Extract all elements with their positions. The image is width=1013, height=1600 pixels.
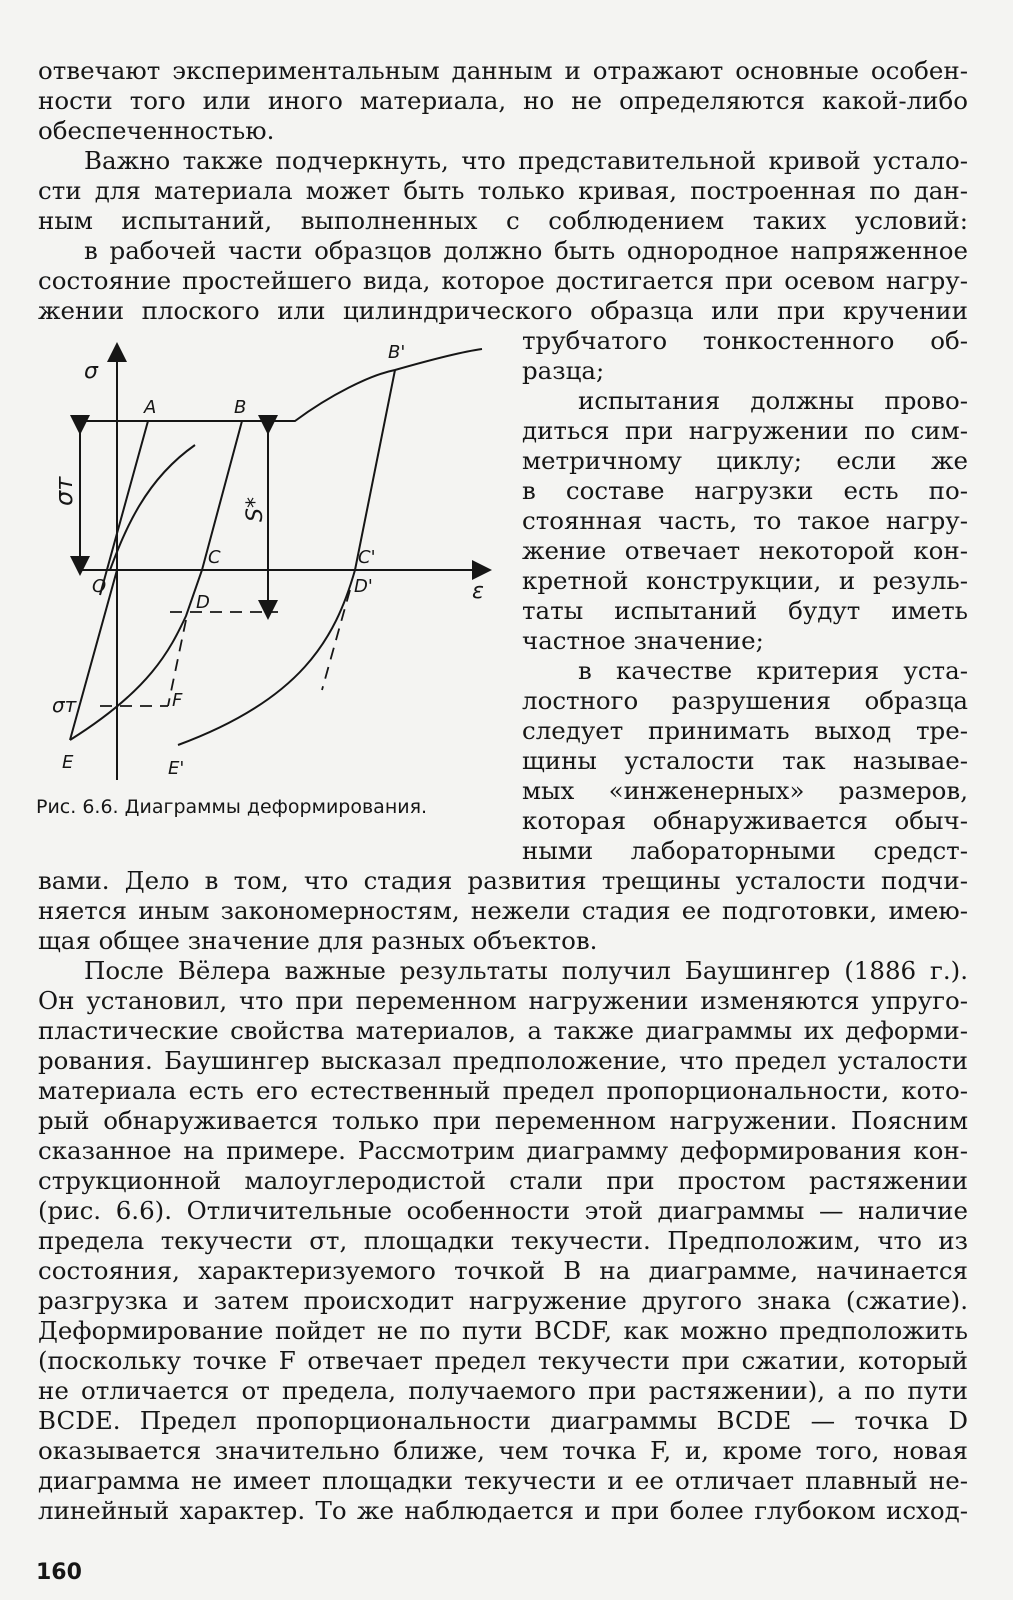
text-line: няется иным закономерностям, нежели стадия ее подготовки, имею-: [38, 896, 968, 925]
text-line: испытания должны прово-: [578, 386, 968, 415]
text-line: отвечают экспериментальным данным и отражают основные особен-: [38, 56, 968, 85]
text-line: рый обнаруживается только при переменном нагружении. Поясним: [38, 1106, 968, 1135]
text-line: диться при нагружении по сим-: [522, 416, 968, 445]
figure-caption: Рис. 6.6. Диаграммы деформирования.: [36, 796, 428, 818]
text-line: не отличается от предела, получаемого при растяжении), а по пути: [38, 1376, 968, 1405]
text-line: состояние простейшего вида, которое достигается при осевом нагру-: [38, 266, 968, 295]
label-sigmaT-axis: σт: [50, 476, 78, 506]
text-line: пластические свойства материалов, а также диаграммы их деформи-: [38, 1016, 968, 1045]
text-line: оказывается значительно ближе, чем точка F, и, кроме того, новая: [38, 1436, 968, 1465]
text-line: линейный характер. То же наблюдается и при более глубоком исход-: [38, 1496, 968, 1525]
text-line: трубчатого тонкостенного об-: [522, 326, 968, 355]
text-line: диаграмма не имеет площадки текучести и ее отличает плавный не-: [38, 1466, 968, 1495]
label-F: F: [172, 690, 183, 711]
text-line: в составе нагрузки есть по-: [522, 476, 968, 505]
text-line: (поскольку точке F отвечает предел текучести при сжатии, который: [38, 1346, 968, 1375]
label-Ep: E': [168, 758, 185, 779]
label-sigma: σ: [84, 359, 98, 384]
label-B: B: [234, 397, 247, 418]
text-line: Он установил, что при переменном нагружении изменяются упруго-: [38, 986, 968, 1015]
text-line: предела текучести σт, площадки текучести. Предположим, что из: [38, 1226, 968, 1255]
text-line: лостного разрушения образца: [522, 686, 968, 715]
label-Dp: D': [354, 576, 373, 597]
text-line: (рис. 6.6). Отличительные особенности этой диаграммы — наличие: [38, 1196, 968, 1225]
text-line: в рабочей части образцов должно быть однородное напряженное: [84, 236, 968, 265]
text-line: метричному циклу; если же: [522, 446, 968, 475]
label-s-star: S*: [243, 497, 268, 522]
label-D: D: [196, 592, 210, 613]
text-line: щая общее значение для разных объектов.: [38, 926, 598, 955]
text-line: частное значение;: [522, 626, 764, 655]
text-line: ными лабораторными средст-: [522, 836, 968, 865]
label-A: A: [144, 397, 157, 418]
text-line: жение отвечает некоторой кон-: [522, 536, 968, 565]
text-line: состояния, характеризуемого точкой B на диаграмме, начинается: [38, 1256, 968, 1285]
text-line: BCDE. Предел пропорциональности диаграммы BCDE — точка D: [38, 1406, 968, 1435]
text-line: После Вёлера важные результаты получил Баушингер (1886 г.).: [84, 956, 968, 985]
text-line: обеспеченностью.: [38, 116, 275, 145]
text-line: разца;: [522, 356, 605, 385]
text-line: рования. Баушингер высказал предположение, что предел усталости: [38, 1046, 968, 1075]
text-line: разгрузка и затем происходит нагружение другого знака (сжатие).: [38, 1286, 968, 1315]
curve-O: [110, 445, 195, 570]
label-sigmaT-low: σт: [52, 693, 77, 717]
label-C: C: [208, 547, 221, 568]
text-line: ности того или иного материала, но не определяются какой-либо: [38, 86, 968, 115]
text-line: щины усталости так называе-: [522, 746, 968, 775]
text-line: следует принимать выход тре-: [522, 716, 968, 745]
label-O: O: [92, 576, 107, 597]
deformation-diagram: [0, 0, 520, 790]
text-line: таты испытаний будут иметь: [522, 596, 968, 625]
label-E: E: [62, 752, 74, 773]
text-line: мых «инженерных» размеров,: [522, 776, 968, 805]
text-line: в качестве критерия уста-: [578, 656, 968, 685]
text-line: материала есть его естественный предел пропорциональности, кото-: [38, 1076, 968, 1105]
text-line: жении плоского или цилиндрического образца или при кручении: [38, 296, 968, 325]
text-line: стоянная часть, то такое нагру-: [522, 506, 968, 535]
text-line: Деформирование пойдет не по пути BCDF, как можно предположить: [38, 1316, 968, 1345]
label-eps: ε: [472, 579, 484, 604]
label-Cp: C': [358, 547, 376, 568]
text-line: сказанное на примере. Рассмотрим диаграмму деформирования кон-: [38, 1136, 968, 1165]
page-number: 160: [36, 1560, 82, 1585]
text-line: кретной конструкции, и резуль-: [522, 566, 968, 595]
text-line: вами. Дело в том, что стадия развития трещины усталости подчи-: [38, 866, 968, 895]
text-line: ным испытаний, выполненных с соблюдением таких условий:: [38, 206, 968, 235]
label-Bp: B': [388, 342, 406, 363]
text-line: струкционной малоуглеродистой стали при простом растяжении: [38, 1166, 968, 1195]
text-line: сти для материала может быть только кривая, построенная по дан-: [38, 176, 968, 205]
text-line: Важно также подчеркнуть, что представительной кривой устало-: [84, 146, 968, 175]
text-line: которая обнаруживается обыч-: [522, 806, 968, 835]
yield-plateau: [78, 349, 482, 421]
line-OA: [100, 421, 148, 595]
